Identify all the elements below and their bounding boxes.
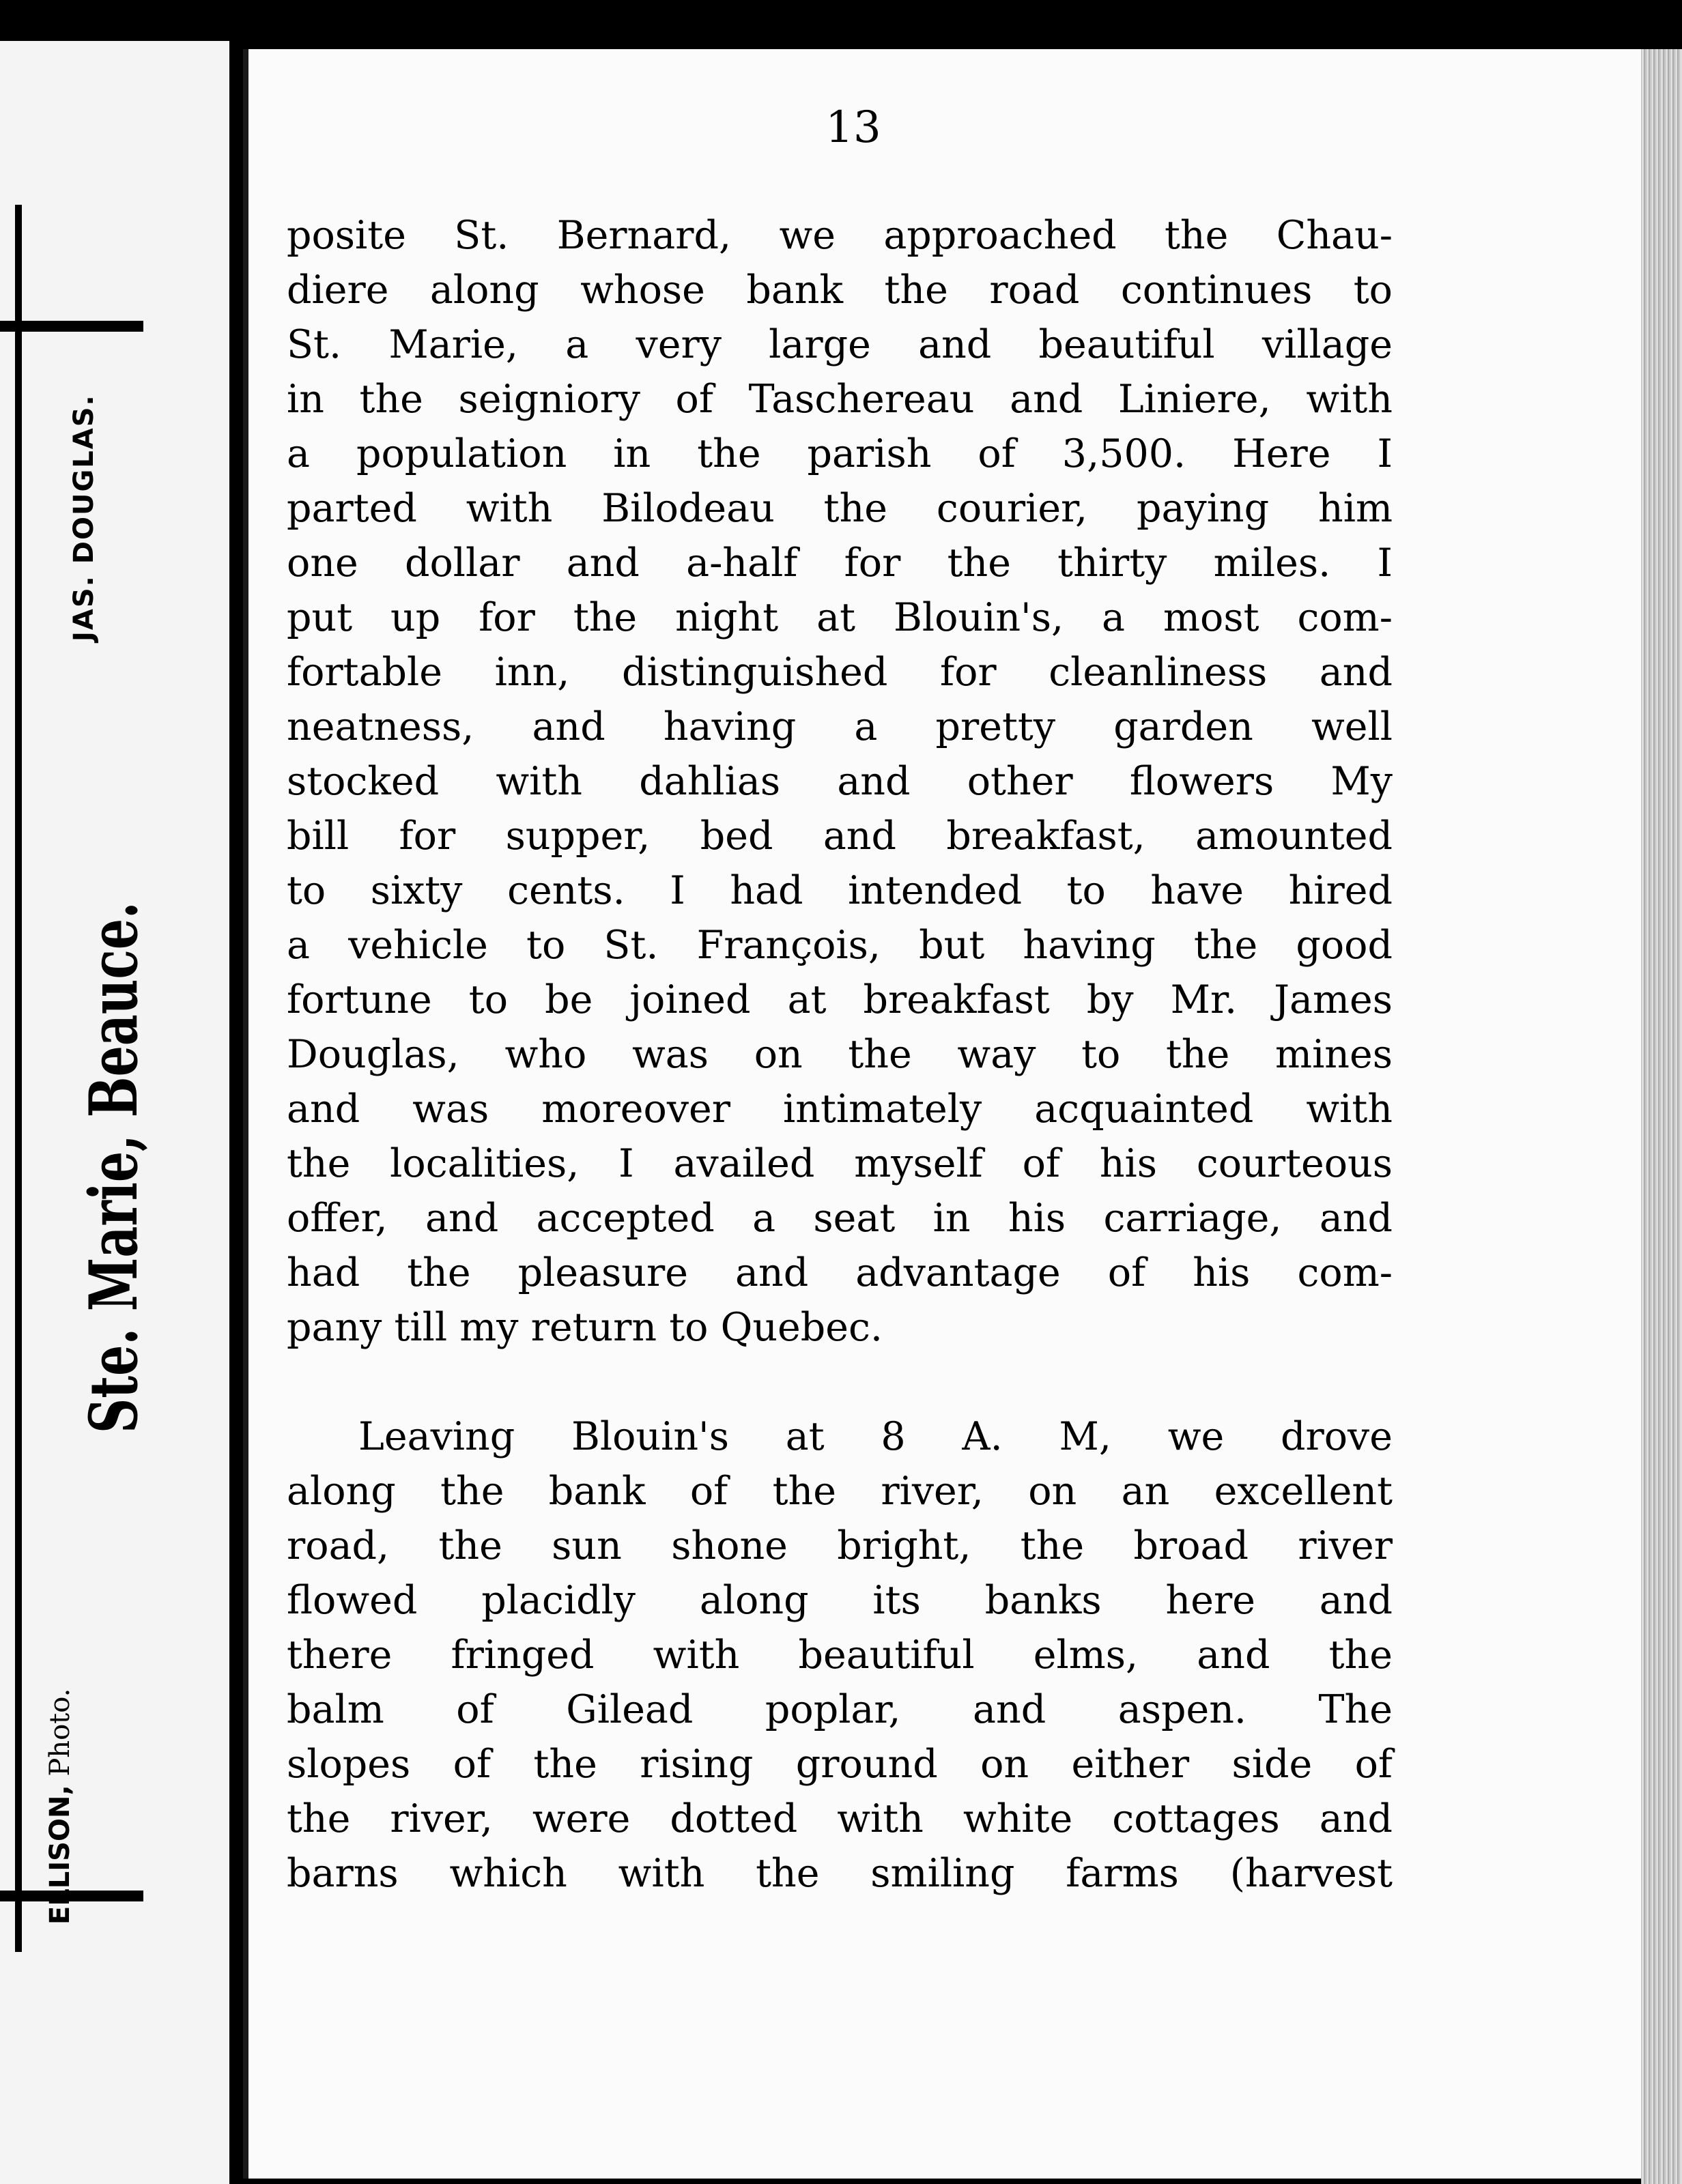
paragraph-1 [287, 208, 1393, 1355]
text-line: the river, were dotted with white cottages and [287, 1796, 1393, 1841]
text-line: road, the sun shone bright, the broad river [287, 1523, 1393, 1568]
plate-credit-name: ELLISON, [44, 1785, 76, 1925]
text-line: pany till my return to Quebec. [287, 1305, 883, 1350]
text-line: neatness, and having a pretty garden well [287, 704, 1393, 749]
text-line: Leaving Blouin's at 8 A. M, we drove [358, 1414, 1393, 1459]
body-text [287, 208, 1393, 1901]
page-edge-stack [1641, 49, 1682, 2184]
text-line: offer, and accepted a seat in his carriage, and [287, 1196, 1393, 1241]
text-line: the localities, I availed myself of his courteous [287, 1141, 1393, 1186]
text-line: diere along whose bank the road continues to [287, 268, 1393, 313]
text-line: St. Marie, a very large and beautiful village [287, 322, 1393, 367]
plate-top-rule [0, 321, 143, 332]
plate-vertical-rule [15, 205, 22, 1952]
plate-caption-credit [44, 1689, 76, 1925]
text-line: put up for the night at Blouin's, a most com- [287, 595, 1393, 640]
text-line: in the seigniory of Taschereau and Liniere, with [287, 377, 1393, 422]
text-line: balm of Gilead poplar, and aspen. The [287, 1687, 1393, 1732]
text-line: Douglas, who was on the way to the mines [287, 1032, 1393, 1077]
paragraph-gap [287, 1355, 1393, 1409]
text-line: to sixty cents. I had intended to have hired [287, 868, 1393, 913]
text-line: barns which with the smiling farms (harvest [287, 1851, 1393, 1896]
paragraph-2 [287, 1409, 1393, 1901]
text-line: a population in the parish of 3,500. Here I [287, 431, 1393, 476]
plate-caption-photographer: JAS. DOUGLAS. [68, 394, 100, 642]
plate-caption-place: Ste. Marie, Beauce. [75, 902, 152, 1433]
photo-plate [0, 41, 232, 2184]
page-number: 13 [825, 102, 881, 153]
text-line: a vehicle to St. François, but having the good [287, 923, 1393, 968]
text-line: there fringed with beautiful elms, and the [287, 1633, 1393, 1678]
text-line: one dollar and a-half for the thirty miles. I [287, 541, 1393, 586]
text-line: flowed placidly along its banks here and [287, 1578, 1393, 1623]
text-line: bill for supper, bed and breakfast, amounted [287, 814, 1393, 859]
text-line: had the pleasure and advantage of his com- [287, 1250, 1393, 1295]
text-line: slopes of the rising ground on either side of [287, 1742, 1393, 1787]
text-line: stocked with dahlias and other flowers My [287, 759, 1393, 804]
text-line: fortable inn, distinguished for cleanliness and [287, 650, 1393, 695]
text-line: posite St. Bernard, we approached the Chau- [287, 213, 1393, 258]
text-line: fortune to be joined at breakfast by Mr. James [287, 977, 1393, 1022]
text-line: parted with Bilodeau the courier, paying him [287, 486, 1393, 531]
text-line: along the bank of the river, on an excellent [287, 1469, 1393, 1514]
plate-credit-suffix: Photo. [44, 1688, 76, 1777]
text-line: and was moreover intimately acquainted with [287, 1087, 1393, 1132]
